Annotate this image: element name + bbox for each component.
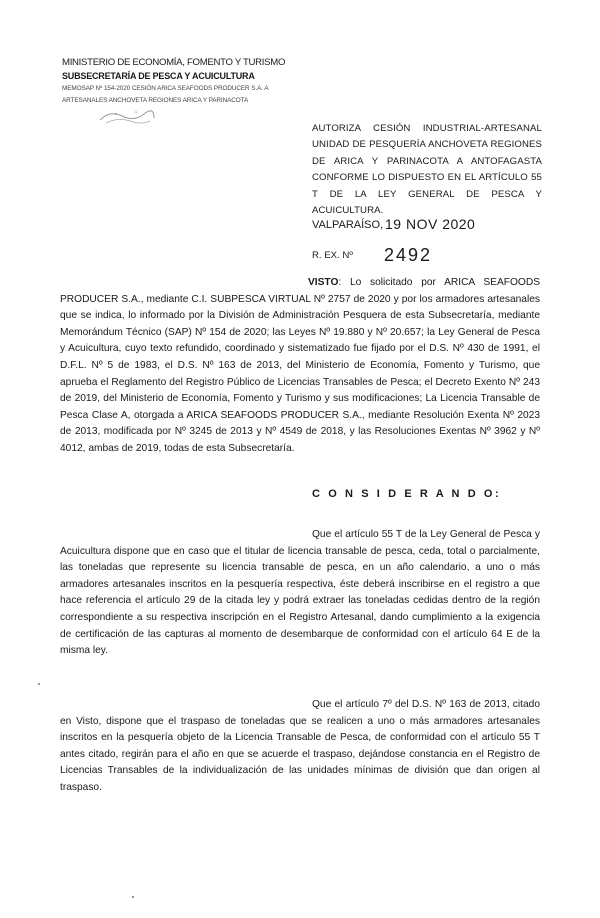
ministry-heading: MINISTERIO DE ECONOMÍA, FOMENTO Y TURISMO <box>62 57 286 68</box>
paragraph-2-text: Que el artículo 7º del D.S. Nº 163 de 2013, citado en Visto, dispone que el traspaso de toneladas que se realicen a uno o más armadores artesanales inscritos en la pesquería objeto de la Licencia Transable de Pesca, de conformidad con el artículo 55 T antes citado, regirán para el año en que se acuerde el traspaso, dejándose constancia en el Registro de Licencias Transables de la individualización de las unidades mínimas de división que dan origen al traspaso. <box>60 699 540 793</box>
stamp-mark-icon <box>96 106 158 126</box>
considerando-paragraph-1 <box>60 527 540 660</box>
reference-line-1: MEMOSAP Nº 154-2020 CESIÓN ARICA SEAFOODS PRODUCER S.A. A <box>62 85 269 92</box>
visto-text: : Lo solicitado por ARICA SEAFOODS PRODUCER S.A., mediante C.I. SUBPESCA VIRTUAL Nº 2757 de 2020 y por los armadores artesanales que se indica, lo informado por la División de Administración Pesquera de esta Subsecretaría, mediante Memorándum Técnico (SAP) Nº 154 de 2020; las Leyes Nº 19.880 y Nº 20.657; la Ley General de Pesca y Acuicultura, cuyo texto refundido, coordinado y sistematizado fue fijado por el D.S. Nº 430 de 1991, el D.F.L. Nº 5 de 1983, el D.S. Nº 163 de 2013, del Ministerio de Economía, Fomento y Turismo, que aprueba el Reglamento del Registro Público de Licencias Transables de Pesca; el Decreto Exento Nº 243 de 2019, del Ministerio de Economía, Fomento y Turismo y sus modificaciones; La Licencia Transable de Pesca Clase A, otorgada a ARICA SEAFOODS PRODUCER S.A., mediante Resolución Exenta Nº 2023 de 2013, modificada por Nº 3245 de 2013 y Nº 4549 de 2018, y las Resoluciones Exentas Nº 3962 y Nº 4012, ambas de 2019, todas de esta Subsecretaría. <box>60 277 540 454</box>
reference-line-2: ARTESANALES ANCHOVETA REGIONES ARICA Y PARINACOTA <box>62 97 249 104</box>
considerando-paragraph-2 <box>60 697 540 797</box>
resolution-title: AUTORIZA CESIÓN INDUSTRIAL-ARTESANAL UNIDAD DE PESQUERÍA ANCHOVETA REGIONES DE ARICA Y PARINACOTA A ANTOFAGASTA CONFORME LO DISPUESTO EN EL ARTÍCULO 55 T DE LA LEY GENERAL DE PESCA Y ACUICULTURA. <box>312 123 542 217</box>
paragraph-1-text: Que el artículo 55 T de la Ley General de Pesca y Acuicultura dispone que en caso que el titular de licencia transable de pesca, ceda, total o parcialmente, las toneladas que represente su licencia transable de pesca, en un año calendario, a uno o más armadores artesanales inscritos en la pesquería respectiva, éste deberá inscribirse en el registro a que hace referencia el artículo 29 de la citada ley y podrá extraer las toneladas cedidas dentro de la región correspondiente a su respectiva inscripción en el Registro Artesanal, dando cumplimiento a la exigencia de certificación de las capturas al momento de desembarque de conformidad con el artículo 64 E de la misma ley. <box>60 529 540 657</box>
place-label: VALPARAÍSO, <box>312 219 384 231</box>
scan-speck <box>132 896 134 898</box>
visto-section <box>60 275 540 458</box>
subsecretaria-heading: SUBSECRETARÍA DE PESCA Y ACUICULTURA <box>62 71 255 81</box>
resolution-date: 19 NOV 2020 <box>385 216 476 232</box>
considerando-heading: C O N S I D E R A N D O: <box>312 488 502 500</box>
rex-number: 2492 <box>384 245 433 265</box>
visto-label: VISTO <box>308 277 339 288</box>
rex-label: R. EX. Nº <box>312 250 353 261</box>
scan-speck <box>38 683 40 685</box>
